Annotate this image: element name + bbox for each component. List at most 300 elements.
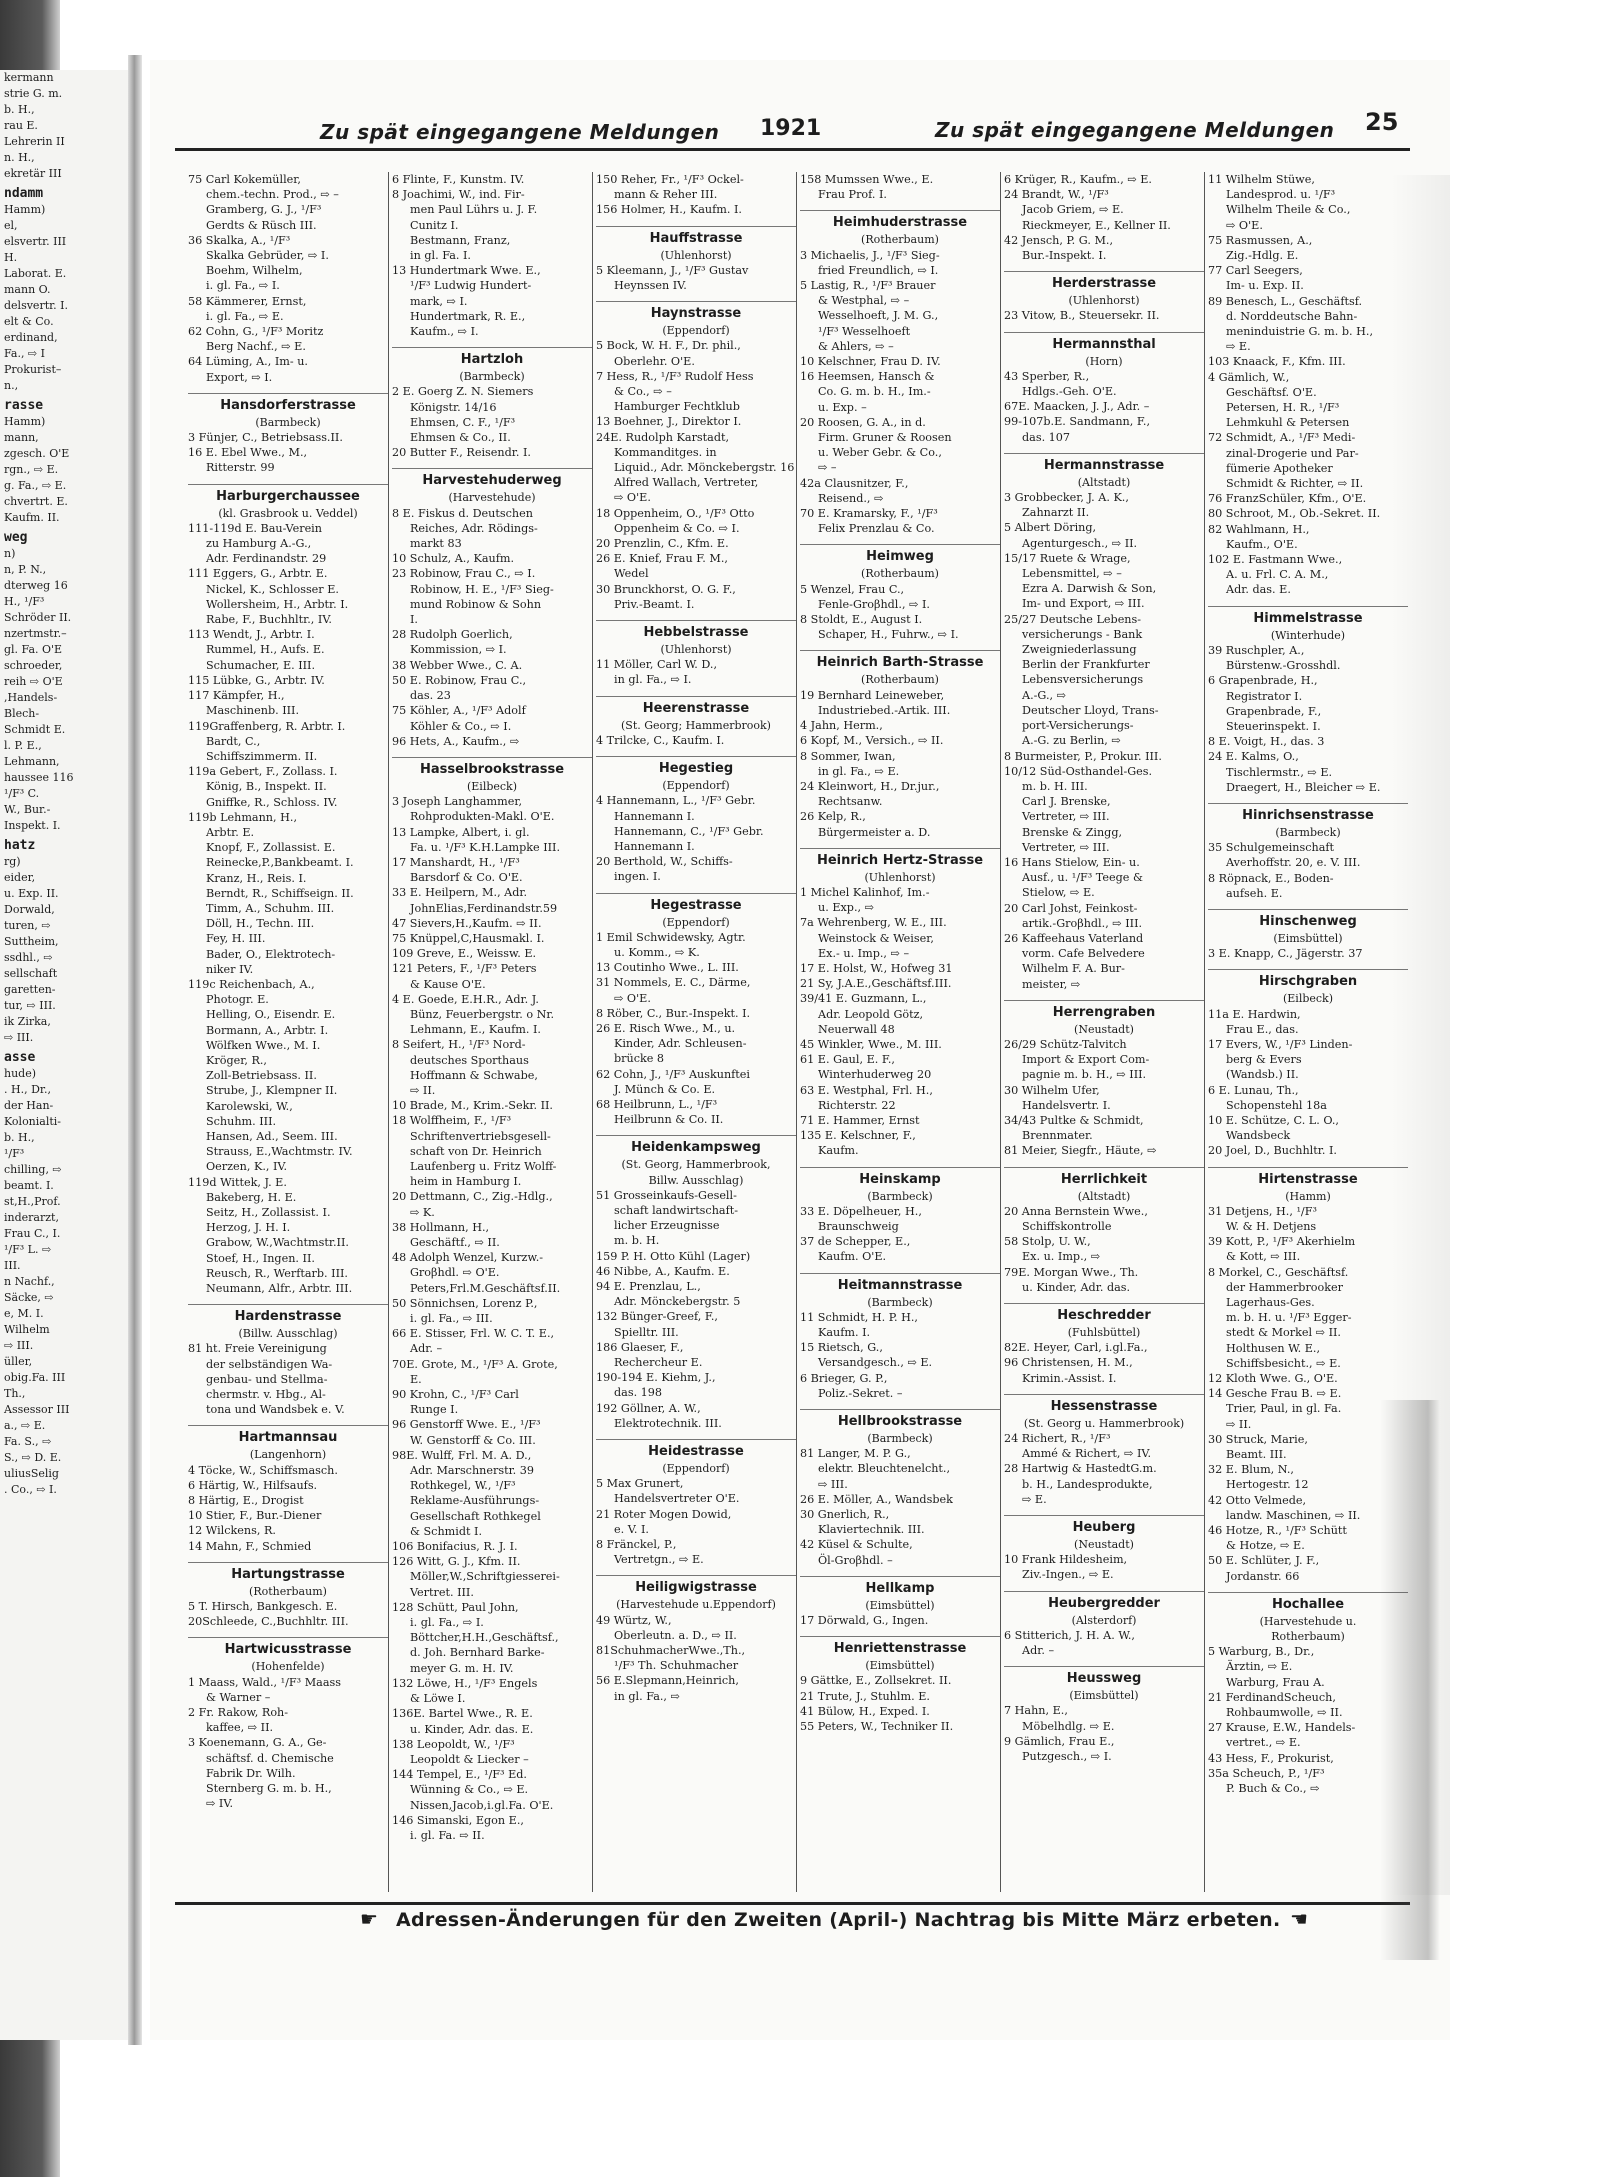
directory-entry: 8 Burmeister, P., Prokur. III.	[1004, 749, 1162, 763]
directory-entry: 25/27 Deutsche Lebens-	[1004, 612, 1142, 626]
directory-entry: 119d Wittek, J. E.	[188, 1175, 287, 1189]
left-page-text-fragment: Schröder II.	[4, 611, 72, 624]
directory-entry: Wilhelm F. A. Bur-	[1022, 962, 1125, 976]
directory-entry: Vertreter, ⇨ III.	[1022, 840, 1110, 854]
street-heading: Hellkamp	[800, 1576, 1000, 1598]
directory-entry: 6 Härtig, W., Hilfsaufs.	[188, 1478, 318, 1492]
directory-entry: men Paul Lührs u. J. F.	[410, 203, 538, 217]
directory-entry: 17 Dörwald, G., Ingen.	[800, 1614, 929, 1628]
directory-entry: 24 E. Kalms, O.,	[1208, 750, 1299, 764]
directory-entry: Landesprod. u. ¹/F³	[1226, 188, 1336, 202]
directory-entry: Wilhelm Theile & Co.,	[1226, 203, 1351, 217]
directory-entry: ⇨ –	[818, 461, 837, 475]
directory-entry: 17 Evers, W., ¹/F³ Linden-	[1208, 1037, 1353, 1051]
directory-entry: 8 Joachimi, W., ind. Fir-	[392, 188, 525, 202]
district-label: (Eilbeck)	[466, 779, 518, 793]
directory-entry: Nissen,Jacob,i.gl.Fa. O'E.	[410, 1798, 554, 1812]
street-heading: Herrengraben	[1004, 1000, 1204, 1022]
district-label: (Rotherbaum)	[861, 673, 939, 687]
directory-entry: Geschäftsf. O'E.	[1226, 385, 1317, 399]
directory-entry: 67E. Maacken, J. J., Adr. –	[1004, 400, 1150, 414]
directory-entry: 4 Hannemann, L., ¹/F³ Gebr.	[596, 794, 756, 808]
directory-entry: Neumann, Alfr., Arbtr. III.	[206, 1282, 353, 1296]
street-heading: Heimhuderstrasse	[800, 210, 1000, 232]
left-page-text-fragment: eider,	[4, 871, 36, 884]
district-label: (Eppendorf)	[662, 915, 730, 929]
directory-entry: 82E. Heyer, Carl, i.gl.Fa.,	[1004, 1341, 1148, 1355]
directory-entry: licher Erzeugnisse	[614, 1219, 720, 1233]
directory-entry: 6 Stitterich, J. H. A. W.,	[1004, 1628, 1135, 1642]
page-header	[170, 108, 1410, 148]
district-label: (Barmbeck)	[1275, 825, 1341, 839]
directory-entry: Rabe, F., Buchhltr., IV.	[206, 613, 332, 627]
street-heading: Hegestrasse	[596, 893, 796, 915]
directory-entry: 24 Kleinwort, H., Dr.jur.,	[800, 779, 940, 793]
directory-entry: 46 Hotze, R., ¹/F³ Schütt	[1208, 1524, 1347, 1538]
directory-entry: u. Kinder, Adr. das. E.	[410, 1722, 534, 1736]
directory-entry: schaft von Dr. Heinrich	[410, 1144, 542, 1158]
street-heading: Hebbelstrasse	[596, 620, 796, 642]
directory-entry: Bürgermeister a. D.	[818, 825, 931, 839]
left-page-text-fragment: gl. Fa. O'E	[4, 643, 63, 656]
district-label: (Barmbeck)	[867, 1295, 933, 1309]
district-label: (Harvestehude u.	[1259, 1614, 1357, 1628]
directory-entry: 111-119d E. Bau-Verein	[188, 521, 322, 535]
directory-entry: Gramberg, G. J., ¹/F³	[206, 203, 322, 217]
district-label: (Winterhude)	[1270, 628, 1346, 642]
directory-entry: meninduistrie G. m. b. H.,	[1226, 325, 1374, 339]
street-heading: Herderstrasse	[1004, 271, 1204, 293]
directory-entry: Runge I.	[410, 1403, 459, 1417]
directory-entry: 34/43 Pultke & Schmidt,	[1004, 1113, 1144, 1127]
directory-entry: 5 Lastig, R., ¹/F³ Brauer	[800, 279, 936, 293]
directory-column-4	[800, 172, 1004, 1892]
directory-entry: 119c Reichenbach, A.,	[188, 977, 315, 991]
left-page-text-fragment: nzertmstr.–	[4, 627, 67, 640]
directory-entry: 12 Wilckens, R.	[188, 1524, 276, 1538]
directory-entry: 3 Koenemann, G. A., Ge-	[188, 1736, 327, 1750]
directory-entry: 4 Gämlich, W.,	[1208, 370, 1290, 384]
directory-entry: Reiches, Adr. Rödings-	[410, 521, 538, 535]
directory-entry: Ezra A. Darwish & Son,	[1022, 582, 1157, 596]
directory-entry: 8 Seifert, H., ¹/F³ Nord-	[392, 1038, 526, 1052]
directory-entry: König, B., Inspekt. II.	[206, 780, 327, 794]
district-label: (Alsterdorf)	[1071, 1613, 1137, 1627]
directory-entry: 48 Adolph Wenzel, Kurzw.-	[392, 1251, 544, 1265]
directory-entry: Rohbaumwolle, ⇨ II.	[1226, 1706, 1343, 1720]
directory-entry: 13 Boehner, J., Direktor I.	[596, 415, 742, 429]
directory-entry: 132 Bünger-Greef, F.,	[596, 1310, 718, 1324]
directory-entry: & Löwe I.	[410, 1692, 466, 1706]
directory-entry: Braunschweig	[818, 1219, 899, 1233]
left-page-text-fragment: garetten-	[4, 983, 56, 996]
directory-entry: 5 T. Hirsch, Bankgesch. E.	[188, 1600, 338, 1614]
directory-entry: Vertret. III.	[410, 1585, 474, 1599]
directory-entry: Deutscher Lloyd, Trans-	[1022, 703, 1159, 717]
street-heading: Hansdorferstrasse	[188, 393, 388, 415]
directory-entry: ¹/F³ Ludwig Hundert-	[410, 279, 532, 293]
district-label: (Langenhorn)	[249, 1448, 327, 1462]
street-heading: Heimweg	[800, 544, 1000, 566]
directory-entry: 72 Schmidt, A., ¹/F³ Medi-	[1208, 431, 1356, 445]
directory-entry: Berlin der Frankfurter	[1022, 658, 1150, 672]
left-page-text-fragment: Prokurist–	[4, 363, 62, 376]
directory-entry: d. Norddeutsche Bahn-	[1226, 309, 1358, 323]
left-page-text-fragment: üller,	[4, 1355, 33, 1368]
directory-column-5	[1004, 172, 1208, 1892]
directory-entry: schaft landwirtschaft-	[614, 1203, 738, 1217]
directory-entry: in gl. Fa. I.	[410, 249, 471, 263]
directory-entry: 26 E. Risch Wwe., M., u.	[596, 1021, 736, 1035]
directory-column-3	[596, 172, 800, 1892]
directory-entry: 50 E. Schlüter, J. F.,	[1208, 1554, 1320, 1568]
directory-entry: Kröger, R.,	[206, 1053, 267, 1067]
directory-entry: Ärztin, ⇨ E.	[1226, 1660, 1293, 1674]
directory-entry: Schiffskontrolle	[1022, 1219, 1112, 1233]
left-page-text-fragment: st,H.,Prof.	[4, 1195, 61, 1208]
directory-entry: Neuerwall 48	[818, 1022, 895, 1036]
directory-entry: ⇨ II.	[1226, 1417, 1252, 1431]
directory-entry: 66 E. Stisser, Frl. W. C. T. E.,	[392, 1327, 555, 1341]
directory-entry: 5 Bock, W. H. F., Dr. phil.,	[596, 339, 741, 353]
directory-entry: 81SchuhmacherWwe.,Th.,	[596, 1644, 746, 1658]
directory-entry: das. 107	[1022, 430, 1071, 444]
directory-entry: Wedel	[614, 567, 649, 581]
left-page-text-fragment: Fa., ⇨ I	[4, 347, 45, 360]
directory-entry: Gerdts & Rüsch III.	[206, 218, 317, 232]
directory-entry: Vertreter, ⇨ III.	[1022, 810, 1110, 824]
directory-entry: 42a Clausnitzer, F.,	[800, 476, 909, 490]
directory-entry: vorm. Cafe Belvedere	[1022, 947, 1145, 961]
directory-entry: u. Kinder, Adr. das.	[1022, 1280, 1131, 1294]
left-page-text-fragment: ik Zirka,	[4, 1015, 51, 1028]
directory-entry: Rieckmeyer, E., Kellner II.	[1022, 218, 1171, 232]
directory-entry: Schriftenvertriebsgesell-	[410, 1129, 551, 1143]
left-page-text-fragment: n)	[4, 547, 16, 560]
directory-entry: 70E. Grote, M., ¹/F³ A. Grote,	[392, 1357, 558, 1371]
directory-entry: 8 E. Fiskus d. Deutschen	[392, 506, 533, 520]
district-label: (Harvestehude u.Eppendorf)	[616, 1598, 776, 1612]
column-divider	[1000, 172, 1001, 1892]
directory-entry: Vertretgn., ⇨ E.	[614, 1553, 704, 1567]
directory-entry: Helling, O., Eisendr. E.	[206, 1008, 336, 1022]
directory-entry: Schaper, H., Fuhrw., ⇨ I.	[818, 628, 959, 642]
left-page-text-fragment: asse	[4, 1050, 36, 1065]
district-label: (Billw. Ausschlag)	[238, 1327, 338, 1341]
directory-entry: ⇨ II.	[410, 1083, 436, 1097]
directory-entry: pagnie m. b. H., ⇨ III.	[1022, 1068, 1147, 1082]
directory-entry: Gesellschaft Rothkegel	[410, 1509, 541, 1523]
directory-entry: Registrator I.	[1226, 689, 1303, 703]
left-page-text-fragment: zgesch. O'E	[4, 447, 70, 460]
street-heading: Hartungstrasse	[188, 1562, 388, 1584]
directory-entry: 61 E. Gaul, E. F.,	[800, 1053, 895, 1067]
directory-entry: Hansen, Ad., Seem. III.	[206, 1129, 338, 1143]
directory-entry: Fa. u. ¹/F³ K.H.Lampke III.	[410, 840, 561, 854]
directory-entry: Boehm, Wilhelm,	[206, 264, 303, 278]
directory-entry: i. gl. Fa. ⇨ II.	[410, 1828, 485, 1842]
directory-entry: Zoll-Betriebsass. II.	[206, 1069, 317, 1083]
directory-entry: Petersen, H. R., ¹/F³	[1226, 401, 1340, 415]
directory-entry: 5 Warburg, B., Dr.,	[1208, 1645, 1315, 1659]
directory-entry: fried Freundlich, ⇨ I.	[818, 263, 939, 277]
directory-entry: Photogr. E.	[206, 993, 269, 1007]
directory-entry: 81 Langer, M. P. G.,	[800, 1447, 911, 1461]
directory-entry: 20 Anna Bernstein Wwe.,	[1004, 1204, 1148, 1218]
directory-entry: elektr. Bleuchtenelcht.,	[818, 1462, 951, 1476]
directory-entry: 50 E. Robinow, Frau C.,	[392, 673, 527, 687]
district-label: (Eimsbüttel)	[1273, 931, 1343, 945]
left-page-text-fragment: Inspekt. I.	[4, 819, 61, 832]
street-heading: Hermannstrasse	[1004, 453, 1204, 475]
directory-entry: 58 Stolp, U. W.,	[1004, 1235, 1091, 1249]
directory-entry: meyer G. m. H. IV.	[410, 1661, 514, 1675]
directory-entry: Öl-Groβhdl. –	[818, 1553, 893, 1567]
directory-entry: 159 P. H. Otto Kühl (Lager)	[596, 1249, 751, 1263]
directory-entry: fümerie Apotheker	[1226, 461, 1333, 475]
directory-entry: Ausf., u. ¹/F³ Teege &	[1022, 871, 1143, 885]
street-heading: Hasselbrookstrasse	[392, 757, 592, 779]
directory-entry: heim in Hamburg I.	[410, 1175, 522, 1189]
street-heading: Heinrich Hertz-Strasse	[800, 848, 1000, 870]
directory-entry: e. V. I.	[614, 1522, 649, 1536]
directory-entry: Reklame-Ausführungs-	[410, 1494, 540, 1508]
directory-entry: 55 Peters, W., Techniker II.	[800, 1720, 954, 1734]
left-page-text-fragment: inderarzt,	[4, 1211, 59, 1224]
street-heading: Hirschgraben	[1208, 969, 1408, 991]
directory-entry: Putzgesch., ⇨ I.	[1022, 1750, 1112, 1764]
directory-entry: Adr. das. E.	[1226, 583, 1291, 597]
directory-entry: 6 Brieger, G. P.,	[800, 1371, 888, 1385]
directory-entry: 4 E. Goede, E.H.R., Adr. J.	[392, 992, 539, 1006]
header-year: 1921	[760, 116, 822, 141]
district-label: (Neustadt)	[1074, 1538, 1134, 1552]
directory-entry: Kaufm., O'E.	[1226, 537, 1298, 551]
directory-entry: ⇨ E.	[1022, 1492, 1047, 1506]
left-page-text-fragment: sellschaft	[4, 967, 58, 980]
directory-entry: 106 Bonifacius, R. J. I.	[392, 1540, 518, 1554]
directory-entry: Fenle-Groβhdl., ⇨ I.	[818, 597, 930, 611]
directory-entry: 119Graffenberg, R. Arbtr. I.	[188, 719, 346, 733]
directory-entry: 4 Trilcke, C., Kaufm. I.	[596, 733, 725, 747]
directory-entry: A.-G., ⇨	[1022, 688, 1066, 702]
directory-entry: Lehmkuhl & Petersen	[1226, 416, 1350, 430]
directory-entry: Zig.-Hdlg. E.	[1226, 249, 1299, 263]
left-page-text-fragment: u. Exp. II.	[4, 887, 59, 900]
directory-entry: Hannemann, C., ¹/F³ Gebr.	[614, 824, 764, 838]
directory-entry: port-Versicherungs-	[1022, 719, 1134, 733]
directory-entry: 119b Lehmann, H.,	[188, 810, 297, 824]
directory-entry: Schiffszimmerm. II.	[206, 749, 318, 763]
directory-entry: i. gl. Fa., ⇨ I.	[410, 1616, 484, 1630]
directory-entry: meister, ⇨	[1022, 977, 1081, 991]
directory-entry: Geschäftf., ⇨ II.	[410, 1236, 500, 1249]
directory-entry: 26 Kelp, R.,	[800, 810, 866, 824]
directory-entry: & Ahlers, ⇨ –	[818, 339, 894, 353]
left-page-text-fragment: S., ⇨ D. E.	[4, 1451, 62, 1464]
directory-entry: 8 Stoldt, E., August I.	[800, 613, 923, 627]
directory-entry: Groβhdl. ⇨ O'E.	[410, 1266, 500, 1280]
directory-entry: 1 Maass, Wald., ¹/F³ Maass	[188, 1675, 342, 1689]
left-page-text-fragment: ¹/F³ C.	[4, 787, 40, 800]
directory-entry: Bünz, Feuerbergstr. o Nr.	[410, 1007, 555, 1021]
left-page-text-fragment: H.	[4, 251, 18, 264]
directory-entry: 14 Mahn, F., Schmied	[188, 1539, 312, 1553]
directory-entry: Kaufm.	[818, 1144, 859, 1158]
directory-entry: Rechtsanw.	[818, 795, 883, 809]
directory-entry: 26 E. Möller, A., Wandsbek	[800, 1492, 953, 1506]
directory-entry: 128 Schütt, Paul John,	[392, 1600, 519, 1614]
directory-entry: 36 Skalka, A., ¹/F³	[188, 233, 291, 247]
directory-entry: 58 Kämmerer, Ernst,	[188, 294, 307, 308]
directory-entry: Rechercheur E.	[614, 1356, 703, 1369]
directory-entry: ¹/F³ Wesselhoeft	[818, 324, 911, 338]
directory-entry: 8 E. Voigt, H., das. 3	[1208, 735, 1325, 749]
left-page-text-fragment: Kaufm. II.	[4, 511, 60, 524]
directory-entry: JohnElias,Ferdinandstr.59	[410, 901, 558, 915]
directory-entry: & Hotze, ⇨ E.	[1226, 1539, 1305, 1553]
directory-entry: 10 Schulz, A., Kaufm.	[392, 552, 515, 566]
directory-entry: 21 Roter Mogen Dowid,	[596, 1507, 732, 1521]
directory-entry: Peters,Frl.M.Geschäftsf.II.	[410, 1281, 561, 1295]
directory-entry: Import & Export Com-	[1022, 1053, 1150, 1067]
directory-entry: 15/17 Ruete & Wrage,	[1004, 551, 1131, 565]
directory-entry: Hannemann I.	[614, 839, 695, 853]
directory-entry: Herzog, J. H. I.	[206, 1221, 291, 1235]
directory-entry: Nickel, K., Schlosser E.	[206, 582, 339, 596]
left-page-text-fragment: Wilhelm	[4, 1323, 50, 1336]
directory-entry: stedt & Morkel ⇨ II.	[1226, 1326, 1341, 1340]
directory-entry: 51 Grosseinkaufs-Gesell-	[596, 1188, 737, 1202]
directory-entry: Ex.- u. Imp., ⇨ –	[818, 946, 910, 960]
directory-entry: Bader, O., Elektrotech-	[206, 947, 336, 961]
directory-entry: & Kause O'E.	[410, 977, 486, 991]
directory-entry: Heynssen IV.	[614, 279, 687, 293]
directory-entry: 10 Kelschner, Frau D. IV.	[800, 355, 941, 369]
district-label: (Rotherbaum)	[861, 567, 939, 581]
street-heading: Haynstrasse	[596, 301, 796, 323]
street-heading: Hermannsthal	[1004, 332, 1204, 354]
directory-entry: 21 Sy, J.A.E.,Geschäftsf.III.	[800, 977, 952, 991]
directory-entry: 81 ht. Freie Vereinigung	[188, 1342, 327, 1356]
directory-entry: Leopoldt & Liecker –	[410, 1752, 529, 1766]
directory-entry: Jacob Griem, ⇨ E.	[1022, 203, 1124, 217]
directory-entry: das. 23	[410, 689, 451, 703]
district-label: (Eppendorf)	[662, 1462, 730, 1476]
directory-entry: Schiffsbesicht., ⇨ E.	[1226, 1356, 1341, 1370]
left-page-text-fragment: n. H.,	[4, 151, 35, 164]
pointing-hand-icon: ☛	[360, 1907, 378, 1931]
district-label: (Eimsbüttel)	[865, 1659, 935, 1673]
directory-entry: 77 Carl Seegers,	[1208, 264, 1303, 278]
directory-entry: tona und Wandsbek e. V.	[206, 1403, 345, 1417]
left-page-text-fragment: mann,	[4, 431, 39, 444]
directory-entry: 158 Mumssen Wwe., E.	[800, 173, 934, 186]
left-page-text-fragment: III.	[4, 1259, 21, 1272]
directory-entry: Winterhuderweg 20	[818, 1068, 932, 1082]
left-page-text-fragment: W., Bur.-	[4, 803, 51, 816]
directory-entry: chem.-techn. Prod., ⇨ –	[206, 188, 339, 202]
district-label: (Hohenfelde)	[251, 1660, 325, 1674]
directory-entry: Rothkegel, W., ¹/F³	[410, 1479, 516, 1493]
directory-entry: (Wandsb.) II.	[1226, 1068, 1299, 1082]
directory-entry: 1 Emil Schwidewsky, Agtr.	[596, 930, 746, 944]
directory-entry: 7a Wehrenberg, W. E., III.	[800, 916, 947, 930]
directory-entry: 5 Albert Döring,	[1004, 521, 1097, 535]
directory-entry: 30 Wilhelm Ufer,	[1004, 1083, 1100, 1097]
directory-entry: 5 Wenzel, Frau C.,	[800, 582, 905, 596]
directory-entry: P. Buch & Co., ⇨	[1226, 1782, 1320, 1796]
directory-entry: 46 Nibbe, A., Kaufm. E.	[596, 1264, 730, 1278]
directory-entry: 7 Hahn, E.,	[1004, 1704, 1068, 1718]
directory-entry: in gl. Fa., ⇨	[614, 1689, 680, 1703]
directory-entry: Frau Prof. I.	[818, 188, 887, 202]
directory-entry: Bürstenw.-Grosshdl.	[1226, 659, 1341, 673]
street-heading: Heerenstrasse	[596, 696, 796, 718]
directory-entry: 42 Jensch, P. G. M.,	[1004, 233, 1114, 247]
directory-entry: 75 Knüppel,C,Hausmakl. I.	[392, 931, 545, 945]
directory-entry: 20 Prenzlin, C., Kfm. E.	[596, 537, 729, 551]
directory-entry: Reinecke,P.,Bankbeamt. I.	[206, 856, 354, 870]
left-page-text-fragment: mann O.	[4, 283, 51, 296]
directory-entry: genbau- und Stellma-	[206, 1372, 328, 1386]
district-label: (Harvestehude)	[448, 491, 536, 505]
directory-entry: Stoef, H., Ingen. II.	[206, 1251, 315, 1265]
directory-entry: 3 E. Knapp, C., Jägerstr. 37	[1208, 947, 1363, 961]
directory-entry: 3 Joseph Langhammer,	[392, 795, 523, 809]
directory-entry: Kommission, ⇨ I.	[410, 643, 507, 657]
directory-entry: 6 Grapenbrade, H.,	[1208, 674, 1318, 688]
directory-entry: Adr. –	[410, 1342, 443, 1356]
directory-entry: Köhler & Co., ⇨ I.	[410, 719, 512, 733]
directory-entry: 8 Sommer, Iwan,	[800, 749, 896, 763]
directory-entry: in gl. Fa., ⇨ I.	[614, 673, 692, 687]
directory-entry: Schmidt & Richter, ⇨ II.	[1226, 477, 1364, 491]
left-page-text-fragment: Th.,	[4, 1387, 26, 1400]
directory-entry: 43 Sperber, R.,	[1004, 369, 1090, 383]
left-page-text-fragment: rasse	[4, 398, 44, 413]
directory-entry: 47 Sievers,H.,Kaufm. ⇨ II.	[392, 916, 542, 930]
directory-entry: Adr. Mönckebergstr. 5	[614, 1295, 741, 1309]
directory-entry: A.-G. zu Berlin, ⇨	[1022, 734, 1121, 748]
directory-entry: 13 Lampke, Albert, i. gl.	[392, 825, 530, 839]
directory-entry: Kaufm., ⇨ I.	[410, 325, 479, 339]
directory-entry: Heilbrunn & Co. II.	[614, 1113, 724, 1127]
directory-entry: u. Komm., ⇨ K.	[614, 945, 700, 959]
directory-entry: Lagerhaus-Ges.	[1226, 1296, 1315, 1309]
directory-entry: 117 Kämpfer, H.,	[188, 689, 285, 703]
left-page-text-fragment: ⇨ III.	[4, 1031, 34, 1044]
directory-entry: Wollersheim, H., Arbtr. I.	[206, 597, 349, 611]
header-right-title: Zu spät eingegangene Meldungen	[935, 118, 1335, 142]
directory-entry: Kaufm. O'E.	[818, 1250, 887, 1264]
directory-entry: W. Genstorff & Co. III.	[410, 1433, 536, 1447]
directory-entry: 20 Roosen, G. A., in d.	[800, 415, 926, 429]
directory-entry: u. Exp. –	[818, 400, 867, 414]
directory-entry: Berndt, R., Schiffseign. II.	[206, 886, 354, 900]
directory-entry: Zweigniederlassung	[1022, 643, 1137, 657]
street-heading: Heschredder	[1004, 1303, 1204, 1325]
directory-entry: Kranz, H., Reis. I.	[206, 871, 307, 885]
directory-entry: Lebensversicherungs	[1022, 673, 1144, 687]
street-heading: Herrlichkeit	[1004, 1167, 1204, 1189]
directory-entry: 71 E. Hammer, Ernst	[800, 1113, 920, 1127]
district-label: Rotherbaum)	[1271, 1630, 1345, 1644]
directory-entry: deutsches Sporthaus	[410, 1053, 529, 1067]
directory-entry: & Westphal, ⇨ –	[818, 294, 910, 308]
directory-entry: Hdlgs.-Geh. O'E.	[1022, 385, 1117, 399]
directory-entry: W. & H. Detjens	[1226, 1219, 1317, 1233]
